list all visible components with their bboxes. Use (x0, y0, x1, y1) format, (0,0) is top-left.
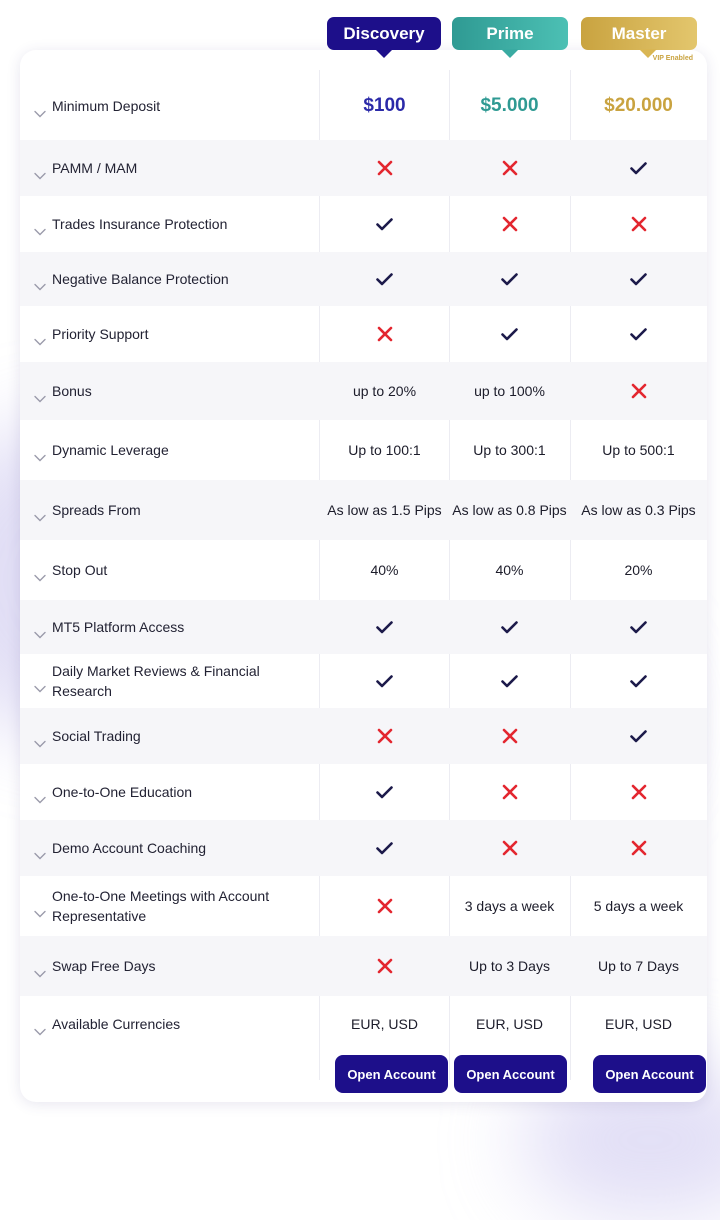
row-label[interactable] (20, 158, 320, 178)
check-icon (320, 764, 449, 820)
chevron-down-icon (34, 388, 46, 396)
row-label-text: One-to-One Meetings with Account Representative (52, 888, 270, 924)
chevron-down-icon (34, 103, 46, 111)
check-icon (449, 600, 570, 654)
cross-icon (449, 820, 570, 876)
cell-value: Up to 300:1 (473, 442, 546, 458)
table-row[interactable] (20, 252, 707, 306)
check-icon (449, 654, 570, 708)
cell-value: Up to 500:1 (602, 442, 675, 458)
row-label-text: Spreads From (52, 502, 141, 518)
open-account-discovery-button[interactable]: Open Account (335, 1055, 448, 1093)
cell-value: up to 100% (474, 383, 545, 399)
row-label-text: Bonus (52, 383, 92, 399)
check-icon (570, 600, 707, 654)
cell-value: 40% (370, 562, 399, 578)
table-row[interactable] (20, 708, 707, 764)
row-label[interactable] (20, 381, 320, 401)
cell-value: As low as 0.8 Pips (452, 502, 567, 518)
row-label[interactable] (20, 440, 320, 460)
cell-value: up to 20% (352, 383, 417, 399)
table-row[interactable] (20, 480, 707, 540)
row-label-text: Daily Market Reviews & Financial Research (52, 663, 260, 699)
cell-value: EUR, USD (476, 1016, 543, 1032)
row-label-text: Negative Balance Protection (52, 271, 229, 287)
cross-icon (570, 820, 707, 876)
cell-value: As low as 0.3 Pips (581, 502, 696, 518)
plan-price: $5.000 (480, 95, 539, 116)
chevron-down-icon (34, 165, 46, 173)
row-label[interactable] (20, 661, 320, 701)
cross-icon (320, 876, 449, 936)
row-label[interactable] (20, 324, 320, 344)
cell-value: EUR, USD (605, 1016, 672, 1032)
cell-value: Up to 100:1 (348, 442, 421, 458)
check-icon (449, 306, 570, 362)
chevron-down-icon (34, 447, 46, 455)
table-row[interactable] (20, 73, 707, 139)
check-icon (570, 306, 707, 362)
open-account-prime-button[interactable]: Open Account (454, 1055, 567, 1093)
check-icon (449, 252, 570, 306)
table-row[interactable] (20, 140, 707, 196)
row-label[interactable] (20, 617, 320, 637)
plan-name: Prime (486, 23, 534, 43)
chevron-down-icon (34, 733, 46, 741)
row-label-text: Priority Support (52, 326, 149, 342)
table-row[interactable] (20, 362, 707, 420)
row-label-text: MT5 Platform Access (52, 619, 185, 635)
table-row[interactable] (20, 764, 707, 820)
cell-value: 5 days a week (593, 898, 684, 914)
tab-pointer (639, 49, 657, 58)
tab-pointer (501, 49, 519, 58)
cell-value: 3 days a week (464, 898, 555, 914)
cell-value: Up to 7 Days (598, 958, 679, 974)
chevron-down-icon (34, 789, 46, 797)
chevron-down-icon (34, 1021, 46, 1029)
row-label-text: One-to-One Education (52, 784, 193, 800)
check-icon (320, 820, 449, 876)
check-icon (570, 708, 707, 764)
row-label[interactable] (20, 500, 320, 520)
open-account-master-button[interactable]: Open Account (593, 1055, 706, 1093)
row-label-text: Trades Insurance Protection (52, 216, 228, 232)
chevron-down-icon (34, 624, 46, 632)
cross-icon (449, 196, 570, 252)
cell-value: As low as 1.5 Pips (327, 502, 442, 518)
cross-icon (320, 306, 449, 362)
check-icon (570, 140, 707, 196)
cross-icon (449, 708, 570, 764)
plan-tab-prime[interactable] (452, 17, 568, 50)
table-row[interactable] (20, 820, 707, 876)
chevron-down-icon (34, 331, 46, 339)
row-label[interactable] (20, 956, 320, 976)
check-icon (320, 196, 449, 252)
row-label-text: Social Trading (52, 728, 141, 744)
chevron-down-icon (34, 507, 46, 515)
chevron-down-icon (34, 903, 46, 911)
check-icon (570, 252, 707, 306)
cross-icon (570, 764, 707, 820)
row-label[interactable] (20, 886, 320, 926)
row-label[interactable] (20, 1014, 320, 1034)
vip-badge: VIP Enabled (652, 55, 693, 62)
row-label[interactable] (20, 269, 320, 289)
plan-tab-master[interactable] (581, 17, 697, 62)
plan-price: $20.000 (604, 95, 673, 116)
cross-icon (570, 362, 707, 420)
chevron-down-icon (34, 963, 46, 971)
table-row[interactable] (20, 420, 707, 480)
table-row[interactable] (20, 876, 707, 936)
chevron-down-icon (34, 276, 46, 284)
cell-value: EUR, USD (351, 1016, 418, 1032)
cell-value: 40% (495, 562, 524, 578)
chevron-down-icon (34, 845, 46, 853)
table-row[interactable] (20, 936, 707, 996)
check-icon (320, 600, 449, 654)
cross-icon (320, 140, 449, 196)
row-label[interactable] (20, 214, 320, 234)
check-icon (320, 252, 449, 306)
row-label-text: Swap Free Days (52, 958, 156, 974)
check-icon (570, 654, 707, 708)
row-label-text: PAMM / MAM (52, 160, 138, 176)
comparison-table (20, 50, 707, 1102)
check-icon (320, 654, 449, 708)
chevron-down-icon (34, 221, 46, 229)
row-label-text: Available Currencies (52, 1016, 181, 1032)
table-row[interactable] (20, 540, 707, 600)
row-label-text: Stop Out (52, 562, 108, 578)
plan-tab-discovery[interactable] (327, 17, 441, 50)
row-label-text: Dynamic Leverage (52, 442, 169, 458)
cross-icon (320, 936, 449, 996)
chevron-down-icon (34, 567, 46, 575)
table-row[interactable] (20, 654, 707, 708)
cell-value: Up to 3 Days (469, 958, 550, 974)
table-row[interactable] (20, 306, 707, 362)
cross-icon (570, 196, 707, 252)
row-label[interactable] (20, 838, 320, 858)
table-row[interactable] (20, 996, 707, 1052)
table-row[interactable] (20, 600, 707, 654)
plan-price: $100 (363, 95, 406, 116)
row-label[interactable] (20, 560, 320, 580)
table-row[interactable] (20, 196, 707, 252)
row-label[interactable] (20, 96, 320, 116)
row-label-text: Demo Account Coaching (52, 840, 207, 856)
row-label-text: Minimum Deposit (52, 98, 161, 114)
tab-pointer (375, 49, 393, 58)
cell-value: 20% (624, 562, 653, 578)
row-label[interactable] (20, 782, 320, 802)
cross-icon (320, 708, 449, 764)
cross-icon (449, 764, 570, 820)
plan-name: Master (611, 23, 667, 43)
cross-icon (449, 140, 570, 196)
plan-name: Discovery (343, 23, 425, 43)
chevron-down-icon (34, 678, 46, 686)
row-label[interactable] (20, 726, 320, 746)
